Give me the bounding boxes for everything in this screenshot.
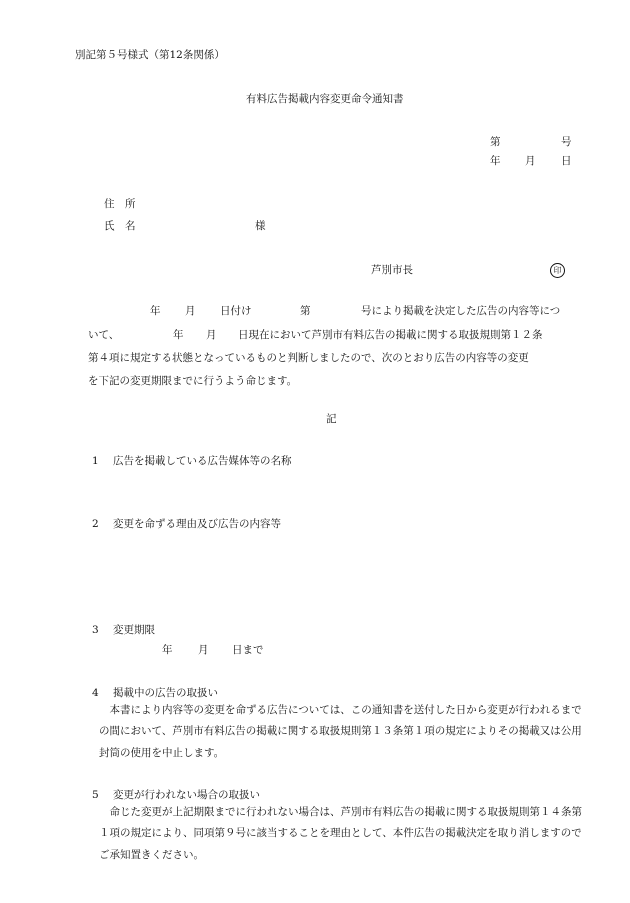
deadline-month: 月: [198, 644, 209, 656]
body-line4: を下記の変更期限までに行うよう命じます。: [88, 375, 298, 387]
seal-mark: 印: [550, 263, 565, 278]
item-text: 命じた変更が上記期限までに行われない場合は、芦別市有料広告の掲載に関する取扱規則第１４条第１項の規定により、同項第９号に該当することを理由として、本件広告の掲載決定を取り消しますのでご承知置きください。: [99, 806, 582, 861]
body-line2-month: 月: [206, 329, 217, 341]
body-line1-dated: 日付け: [220, 305, 252, 317]
doc-date-year: 年: [490, 155, 501, 167]
deadline-year: 年: [162, 644, 173, 656]
item-heading: 広告を掲載している広告媒体等の名称: [113, 455, 292, 467]
body-line1-rest: 号により掲載を決定した広告の内容等につ: [361, 305, 561, 317]
item-number: 4: [92, 687, 99, 699]
item-number: 3: [92, 624, 99, 636]
item-number: 5: [92, 789, 99, 801]
deadline-until: 日まで: [232, 644, 264, 656]
item-heading: 変更期限: [113, 624, 155, 636]
document-title: 有料広告掲載内容変更命令通知書: [246, 93, 404, 105]
form-label: 別記第５号様式（第12条関係）: [75, 49, 225, 61]
item-heading: 変更が行われない場合の取扱い: [113, 789, 260, 801]
body-line1-no: 第: [300, 305, 311, 317]
item-text: 本書により内容等の変更を命ずる広告については、この通知書を送付した日から変更が行われるまでの間において、芦別市有料広告の掲載に関する取扱規則第１３条第１項の規定によりその掲載又は公用封筒の使用を中止します。: [99, 704, 582, 759]
item-number: 2: [92, 518, 99, 530]
doc-number-prefix: 第: [490, 136, 501, 148]
body-line2-rest: 日現在において芦別市有料広告の掲載に関する取扱規則第１２条: [238, 329, 543, 341]
item-text-5: [99, 802, 584, 866]
item-heading: 変更を命ずる理由及び広告の内容等: [113, 518, 281, 530]
issuer: 芦別市長: [371, 264, 413, 276]
body-line1-month: 月: [185, 305, 196, 317]
doc-number-suffix: 号: [561, 136, 572, 148]
ki-mark: 記: [326, 413, 337, 425]
item-number: 1: [92, 455, 99, 467]
body-line1-year: 年: [150, 305, 161, 317]
item-heading: 掲載中の広告の取扱い: [113, 687, 218, 699]
body-line3: 第４項に規定する状態となっているものと判断しましたので、次のとおり広告の内容等の変更: [88, 352, 529, 364]
body-line2-start: いて、: [88, 329, 120, 341]
doc-date-month: 月: [525, 155, 536, 167]
address-label: 住 所: [104, 198, 136, 210]
body-line2-year: 年: [173, 329, 184, 341]
item-text-4: [99, 700, 584, 764]
name-label: 氏 名: [104, 220, 136, 232]
doc-date-day: 日: [561, 155, 572, 167]
honorific: 様: [255, 220, 266, 232]
